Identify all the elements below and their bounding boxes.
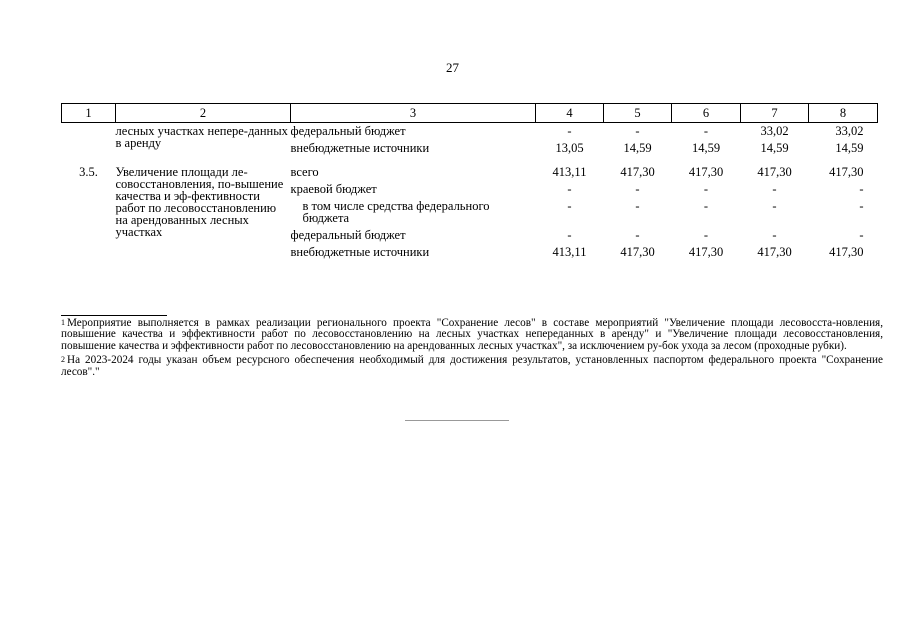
value-cell: 14,59 (623, 141, 652, 155)
value-cell: 413,11 (552, 165, 587, 179)
footnote-mark: 2 (61, 355, 65, 365)
value-cell: - (635, 199, 640, 213)
value-cell: - (703, 199, 709, 213)
funding-source: федеральный бюджет (290, 228, 406, 242)
value-cell: 417,30 (757, 165, 792, 179)
activity-name: Увеличение площади ле-совосстановления, по-вышение качества и эф-фективности работ по лесовосстановлению на арендованных лесных участках (115, 165, 284, 239)
value-cell: 417,30 (829, 165, 864, 179)
value-cell: - (635, 228, 640, 242)
value-cell: 417,30 (757, 245, 792, 259)
column-header: 1 (62, 104, 116, 123)
value-cell: - (567, 182, 572, 196)
value-cell: - (635, 124, 640, 138)
value-cell: - (772, 199, 777, 213)
footnote-text: Мероприятие выполняется в рамках реализации регионального проекта "Сохранение лесов" в составе мероприятий "Увеличение площади лесовосста-новления, повышение качества и эффективности работ по лесовосстановлению на лесных участках непереданных в аренду" и "Увеличение площади лесовосстановления, повышение качества и эффективности работ по лесовосстановлению на арендованных лесных участках", за исключением ру-бок ухода за лесом (проходные рубки). (61, 317, 883, 352)
funding-source: внебюджетные источники (290, 245, 430, 259)
funding-source: внебюджетные источники (290, 141, 430, 155)
value-cell: - (859, 228, 864, 242)
column-header: 8 (809, 104, 878, 123)
table-header-row (62, 104, 878, 123)
value-cell: 14,59 (835, 141, 864, 155)
footnote-separator (61, 315, 167, 316)
value-cell: 417,30 (829, 245, 864, 259)
footnote-text: На 2023-2024 годы указан объем ресурсного обеспечения необходимый для достижения результатов, установленных паспортом федерального проекта "Сохранение лесов"." (61, 354, 883, 378)
footnote (61, 318, 883, 352)
funding-source: в том числе средства федерального бюджета (302, 199, 490, 225)
value-cell: - (859, 182, 864, 196)
value-cell: 14,59 (691, 141, 721, 155)
column-header: 6 (672, 104, 741, 123)
page-number: 27 (446, 60, 459, 75)
value-cell: - (635, 182, 640, 196)
value-cell: - (567, 199, 572, 213)
item-number: 3.5. (79, 165, 98, 179)
value-cell: - (703, 124, 709, 138)
value-cell: 14,59 (760, 141, 789, 155)
value-cell: 417,30 (688, 245, 724, 259)
table-row (62, 157, 878, 181)
funding-source: всего (290, 165, 319, 179)
value-cell: 413,11 (552, 245, 587, 259)
column-header: 5 (604, 104, 672, 123)
table-row (62, 123, 878, 141)
activity-name-continued: лесных участках непере-данных в аренду (115, 124, 288, 150)
funding-source: краевой бюджет (290, 182, 377, 196)
value-cell: 417,30 (688, 165, 724, 179)
column-header: 7 (741, 104, 809, 123)
column-header: 2 (116, 104, 291, 123)
value-cell: - (567, 124, 572, 138)
footnote (61, 355, 883, 378)
footnotes (61, 318, 883, 381)
value-cell: - (703, 228, 709, 242)
end-separator (405, 420, 509, 421)
value-cell: - (772, 182, 777, 196)
value-cell: 13,05 (555, 141, 584, 155)
value-cell: 33,02 (835, 124, 864, 138)
value-cell: 417,30 (620, 165, 655, 179)
column-header: 4 (536, 104, 604, 123)
value-cell: - (703, 182, 709, 196)
funding-source: федеральный бюджет (290, 124, 406, 138)
column-header: 3 (291, 104, 536, 123)
value-cell: 417,30 (620, 245, 655, 259)
value-cell: - (859, 199, 864, 213)
resource-table (61, 103, 878, 261)
footnote-mark: 1 (61, 318, 65, 327)
value-cell: 33,02 (760, 124, 789, 138)
value-cell: - (567, 228, 572, 242)
value-cell: - (772, 228, 777, 242)
